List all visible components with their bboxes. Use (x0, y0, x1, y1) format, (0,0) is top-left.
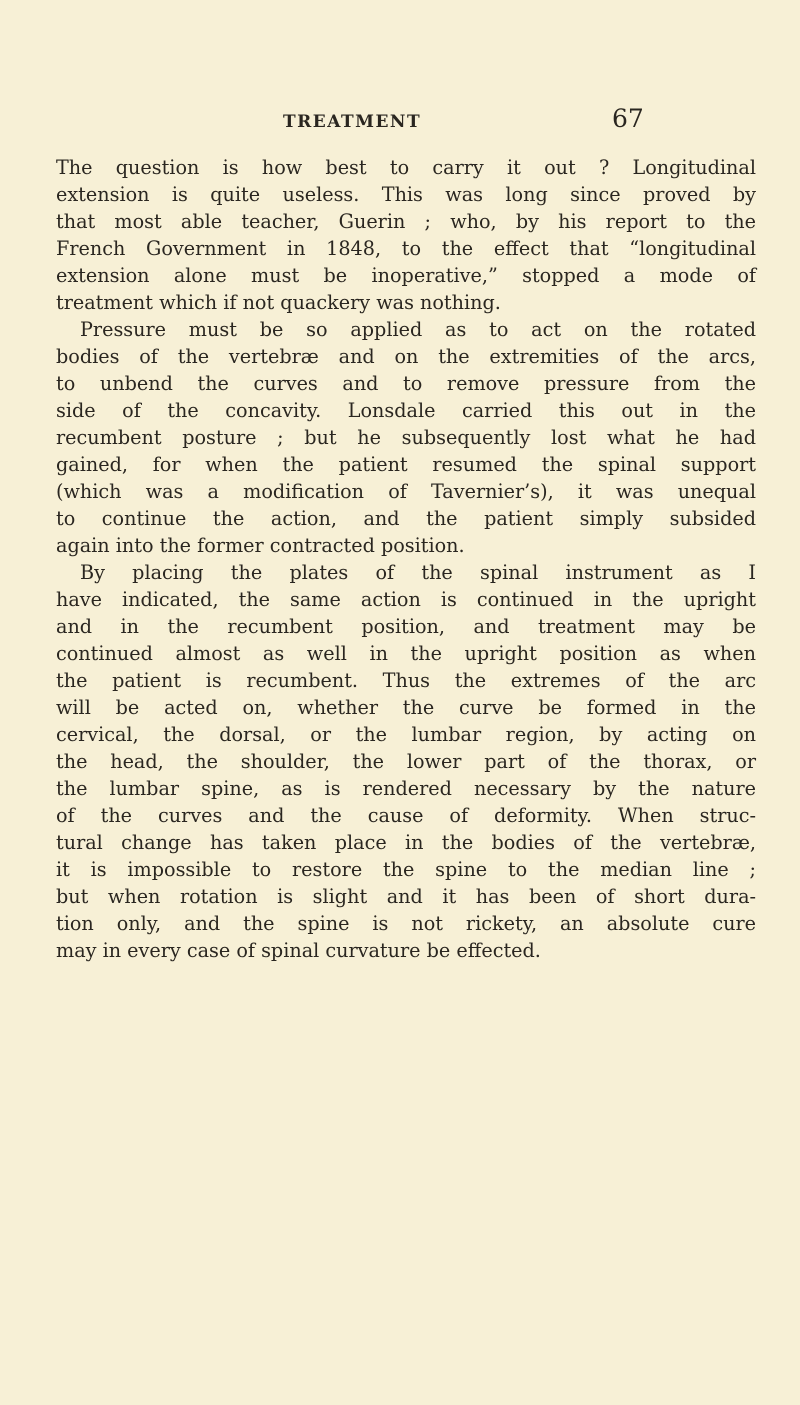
text-line: side of the concavity. Lonsdale carried this out in the (56, 399, 756, 422)
text-line: will be acted on, whether the curve be formed in the (56, 696, 756, 719)
text-line: may in every case of spinal curvature be effected. (56, 939, 541, 962)
text-line: of the curves and the cause of deformity. When struc- (56, 804, 756, 827)
text-line: the patient is recumbent. Thus the extremes of the arc (56, 669, 756, 692)
text-line: to unbend the curves and to remove pressure from the (56, 372, 756, 395)
text-line: The question is how best to carry it out ? Longitudinal (56, 156, 756, 179)
text-line: Pressure must be so applied as to act on the rotated (80, 318, 756, 341)
text-line: recumbent posture ; but he subsequently lost what he had (56, 426, 756, 449)
text-line: to continue the action, and the patient simply subsided (56, 507, 756, 530)
text-line: By placing the plates of the spinal instrument as I (80, 561, 756, 584)
text-line: tural change has taken place in the bodies of the vertebræ, (56, 831, 756, 854)
text-line: (which was a modification of Tavernier’s), it was unequal (56, 480, 756, 503)
body-text (56, 154, 756, 964)
text-line: have indicated, the same action is continued in the upright (56, 588, 756, 611)
text-line: extension is quite useless. This was long since proved by (56, 183, 756, 206)
text-line: the lumbar spine, as is rendered necessary by the nature (56, 777, 756, 800)
page-header (0, 104, 800, 144)
text-line: it is impossible to restore the spine to the median line ; (56, 858, 756, 881)
text-line: but when rotation is slight and it has been of short dura- (56, 885, 756, 908)
text-line: bodies of the vertebræ and on the extremities of the arcs, (56, 345, 756, 368)
text-line: extension alone must be inoperative,” stopped a mode of (56, 264, 756, 287)
text-line: French Government in 1848, to the effect that “longitudinal (56, 237, 756, 260)
text-line: cervical, the dorsal, or the lumbar region, by acting on (56, 723, 756, 746)
text-line: the head, the shoulder, the lower part of the thorax, or (56, 750, 756, 773)
text-line: tion only, and the spine is not rickety, an absolute cure (56, 912, 756, 935)
text-line: and in the recumbent position, and treatment may be (56, 615, 756, 638)
text-line: continued almost as well in the upright position as when (56, 642, 756, 665)
text-line: treatment which if not quackery was nothing. (56, 291, 501, 314)
text-line: that most able teacher, Guerin ; who, by his report to the (56, 210, 756, 233)
text-line: gained, for when the patient resumed the spinal support (56, 453, 756, 476)
page-number: 67 (612, 104, 644, 133)
running-head: TREATMENT (283, 112, 422, 132)
text-line: again into the former contracted position. (56, 534, 465, 557)
